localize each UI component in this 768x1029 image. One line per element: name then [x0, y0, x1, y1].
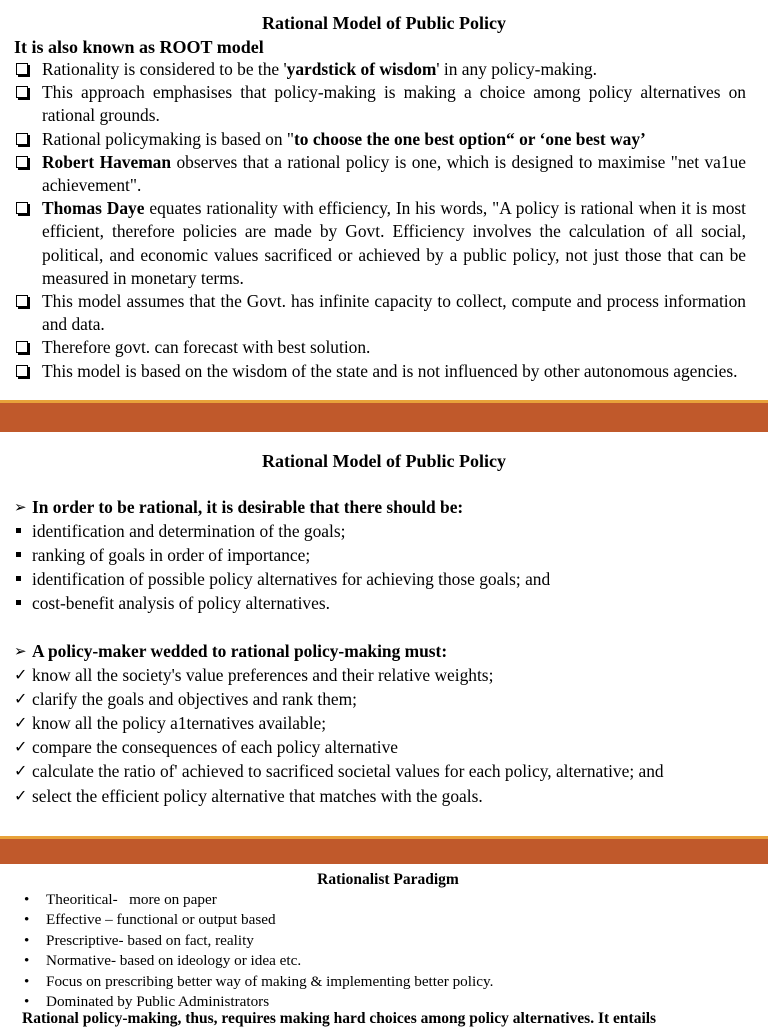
bullet-icon: •	[24, 993, 30, 1011]
checkbox-bullet-icon	[16, 63, 28, 75]
slide-3	[0, 864, 768, 1027]
list-item: identification and determination of the goals;	[14, 519, 754, 543]
list-item: Therefore govt. can forecast with best solution.	[14, 336, 746, 359]
list-item: ✓ calculate the ratio of' achieved to sacrificed societal values for each policy, alternative; and	[14, 759, 754, 783]
bullet-icon: •	[24, 911, 30, 929]
slide-3-title: Rationalist Paradigm	[317, 871, 459, 888]
divider-highlight	[0, 400, 768, 403]
bullet-icon: •	[24, 891, 30, 908]
section-heading: ➢ In order to be rational, it is desirable that there should be:	[14, 495, 754, 519]
checkbox-bullet-icon	[16, 365, 28, 377]
arrow-bullet-icon: ➢	[14, 498, 27, 516]
list-item: ✓ clarify the goals and objectives and rank them;	[14, 687, 754, 711]
section-heading: ➢ A policy-maker wedded to rational policy-making must:	[14, 639, 754, 663]
list-item: This approach emphasises that policy-making is making a choice among policy alternatives on rational grounds.	[14, 81, 746, 127]
bullet-icon: •	[24, 972, 30, 990]
list-item: Thomas Daye equates rationality with efficiency, In his words, "A policy is rational when it is most efficient, therefore policies are made by Govt. Efficiency involves the calculation of all social, political, and economic values sacrificed or achieved by a public policy, not just those that can be measured in monetary terms.	[14, 197, 746, 290]
list-item: ✓ know all the policy a1ternatives available;	[14, 711, 754, 735]
checkmark-icon: ✓	[14, 713, 28, 733]
list-item: ranking of goals in order of importance;	[14, 543, 754, 567]
bullet-icon: •	[24, 931, 30, 949]
list-item: Rational policymaking is based on "to choose the one best option“ or ‘one best way’	[14, 128, 746, 151]
list-item: ✓ know all the society's value preferences and their relative weights;	[14, 663, 754, 687]
square-bullet-icon	[16, 552, 21, 557]
checkbox-bullet-icon	[16, 341, 28, 353]
slide-divider-bar	[0, 400, 768, 432]
list-item: ✓ compare the consequences of each policy alternative	[14, 735, 754, 759]
bullet-icon: •	[24, 952, 30, 970]
list-item: • Focus on prescribing better way of making & implementing better policy.	[22, 972, 493, 992]
list-item: • Normative- based on ideology or idea etc.	[22, 951, 493, 971]
list-item: Robert Haveman observes that a rational policy is one, which is designed to maximise "net va1ue achievement".	[14, 151, 746, 197]
conclusion-text: Rational policy-making, thus, requires making hard choices among policy alternatives. It entails	[22, 1010, 657, 1027]
checkmark-icon: ✓	[14, 737, 28, 757]
slide-2	[0, 432, 768, 836]
slide-1-title: Rational Model of Public Policy	[262, 13, 506, 33]
checkbox-bullet-icon	[16, 202, 28, 214]
list-item: • Dominated by Public Administrators	[22, 992, 493, 1012]
checkbox-bullet-icon	[16, 86, 28, 98]
list-item: Rationality is considered to be the 'yardstick of wisdom' in any policy-making.	[14, 58, 746, 81]
list-item: • Effective – functional or output based	[22, 910, 493, 930]
arrow-bullet-icon: ➢	[14, 642, 27, 660]
divider-highlight	[0, 836, 768, 839]
slide-divider-bar	[0, 836, 768, 864]
square-bullet-icon	[16, 600, 21, 605]
list-item: ✓ select the efficient policy alternative that matches with the goals.	[14, 784, 754, 808]
checkmark-icon: ✓	[14, 689, 28, 709]
section-policy-maker	[14, 639, 754, 808]
list-item: This model is based on the wisdom of the state and is not influenced by other autonomous agencies.	[14, 360, 746, 383]
checkbox-bullet-icon	[16, 156, 28, 168]
checkmark-icon: ✓	[14, 785, 28, 805]
list-item: • Theoritical- more on paper	[22, 890, 493, 910]
list-item: • Prescriptive- based on fact, reality	[22, 931, 493, 951]
checkbox-bullet-icon	[16, 133, 28, 145]
list-item: This model assumes that the Govt. has infinite capacity to collect, compute and process information and data.	[14, 290, 746, 336]
slide-2-title: Rational Model of Public Policy	[262, 451, 506, 471]
paradigm-list	[22, 890, 493, 1012]
square-bullet-icon	[16, 528, 21, 533]
square-bullet-icon	[16, 576, 21, 581]
checkmark-icon: ✓	[14, 761, 28, 781]
section-goals	[14, 495, 754, 615]
list-item: cost-benefit analysis of policy alternatives.	[14, 591, 754, 615]
slide-1-subtitle: It is also known as ROOT model	[14, 37, 264, 57]
slide-1	[0, 0, 768, 400]
checkmark-icon: ✓	[14, 665, 28, 685]
checkbox-bullet-icon	[16, 295, 28, 307]
list-item: identification of possible policy alternatives for achieving those goals; and	[14, 567, 754, 591]
slide-1-list	[14, 58, 746, 383]
